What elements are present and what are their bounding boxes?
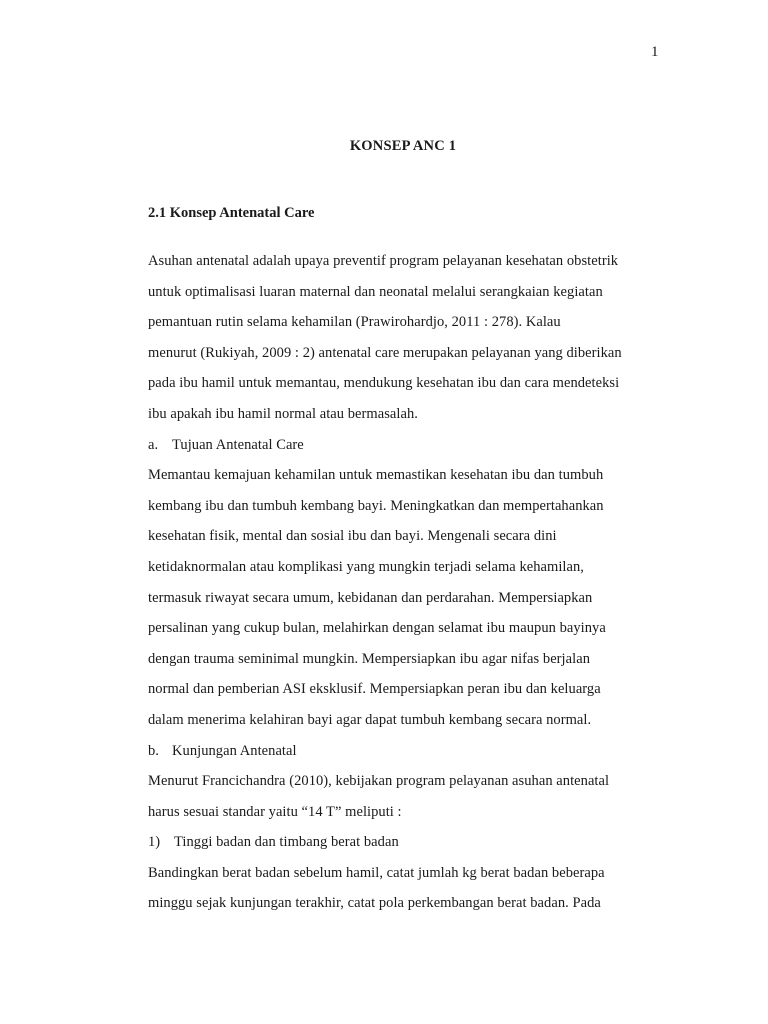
text-line: termasuk riwayat secara umum, kebidanan dan perdarahan. Mempersiapkan xyxy=(148,589,593,606)
paragraph-tujuan xyxy=(148,460,668,735)
paragraph-tinggi-badan xyxy=(148,858,668,919)
paragraph-intro xyxy=(148,246,668,430)
text-line: ketidaknormalan atau komplikasi yang mungkin terjadi selama kehamilan, xyxy=(148,558,584,575)
text-line: minggu sejak kunjungan terakhir, catat pola perkembangan berat badan. Pada xyxy=(148,895,601,912)
text-line: pada ibu hamil untuk memantau, mendukung kesehatan ibu dan cara mendeteksi xyxy=(148,375,620,392)
list-item-label: Tujuan Antenatal Care xyxy=(172,436,304,453)
paragraph-kunjungan xyxy=(148,766,668,827)
list-marker: 1) xyxy=(148,834,161,851)
section-heading: 2.1 Konsep Antenatal Care xyxy=(148,205,315,221)
text-line: ibu apakah ibu hamil normal atau bermasalah. xyxy=(148,405,418,422)
text-line: menurut (Rukiyah, 2009 : 2) antenatal care merupakan pelayanan yang diberikan xyxy=(148,344,622,361)
list-item-a xyxy=(148,430,668,461)
text-line: Memantau kemajuan kehamilan untuk memastikan kesehatan ibu dan tumbuh xyxy=(148,467,604,484)
document-body xyxy=(148,246,668,919)
text-line: pemantuan rutin selama kehamilan (Prawirohardjo, 2011 : 278). Kalau xyxy=(148,314,561,331)
list-item-b xyxy=(148,736,668,767)
text-line: dengan trauma seminimal mungkin. Mempersiapkan ibu agar nifas berjalan xyxy=(148,650,590,667)
page-number: 1 xyxy=(651,44,659,60)
list-item-label: Tinggi badan dan timbang berat badan xyxy=(174,834,399,851)
text-line: kembang ibu dan tumbuh kembang bayi. Meningkatkan dan mempertahankan xyxy=(148,497,604,514)
text-line: normal dan pemberian ASI eksklusif. Mempersiapkan peran ibu dan keluarga xyxy=(148,681,601,698)
list-marker: b. xyxy=(148,742,159,759)
text-line: persalinan yang cukup bulan, melahirkan dengan selamat ibu maupun bayinya xyxy=(148,620,606,637)
text-line: untuk optimalisasi luaran maternal dan neonatal melalui serangkaian kegiatan xyxy=(148,283,603,300)
text-line: Bandingkan berat badan sebelum hamil, catat jumlah kg berat badan beberapa xyxy=(148,864,605,881)
list-marker: a. xyxy=(148,436,159,453)
text-line: Asuhan antenatal adalah upaya preventif program pelayanan kesehatan obstetrik xyxy=(148,253,619,269)
text-line: kesehatan fisik, mental dan sosial ibu dan bayi. Mengenali secara dini xyxy=(148,528,557,545)
list-item-label: Kunjungan Antenatal xyxy=(172,742,297,759)
text-line: Menurut Francichandra (2010), kebijakan program pelayanan asuhan antenatal xyxy=(148,773,610,790)
document-title: KONSEP ANC 1 xyxy=(349,138,457,154)
text-line: dalam menerima kelahiran bayi agar dapat tumbuh kembang secara normal. xyxy=(148,711,592,728)
text-line: harus sesuai standar yaitu “14 T” meliputi : xyxy=(148,803,402,820)
list-item-1 xyxy=(148,827,668,858)
